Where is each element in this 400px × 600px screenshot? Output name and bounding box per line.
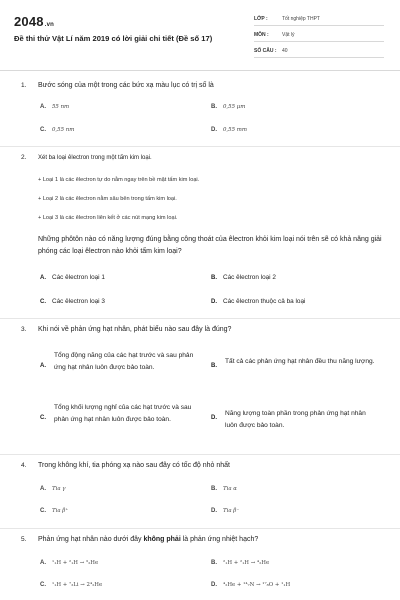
meta-row-subject bbox=[254, 29, 384, 42]
option-a[interactable] bbox=[40, 104, 69, 110]
option-a[interactable] bbox=[40, 350, 210, 388]
question-divider bbox=[0, 454, 400, 455]
logo-main: 2048 bbox=[14, 14, 44, 29]
option-letter: A. bbox=[40, 275, 46, 281]
option-d[interactable] bbox=[211, 298, 305, 305]
meta-value: Tốt nghiệp THPT bbox=[282, 16, 320, 22]
question-stem bbox=[21, 82, 214, 89]
option-letter: B. bbox=[211, 275, 217, 281]
option-letter: D. bbox=[211, 415, 217, 421]
option-text: Tia β⁻ bbox=[223, 508, 240, 514]
question-text-before: Phản ứng hạt nhân nào dưới đây bbox=[38, 536, 144, 543]
option-text: ⁴₂He + ¹⁴₇N → ¹⁷₈O + ¹₁H bbox=[223, 582, 291, 588]
option-letter: A. bbox=[40, 363, 46, 369]
option-c[interactable] bbox=[40, 298, 105, 305]
option-d[interactable] bbox=[211, 582, 290, 588]
option-letter: C. bbox=[40, 299, 46, 305]
option-c[interactable] bbox=[40, 402, 210, 440]
option-b[interactable] bbox=[211, 356, 381, 386]
question-divider bbox=[0, 318, 400, 319]
option-text: Năng lượng toàn phần trong phản ứng hạt nhân luôn được bảo toàn. bbox=[225, 410, 366, 429]
option-text: Tổng động năng của các hạt trước và sau phản ứng hạt nhân luôn được bảo toàn. bbox=[54, 352, 194, 371]
meta-value: 40 bbox=[282, 48, 288, 54]
option-text: ²₁H + ²₁H → ⁴₂He bbox=[223, 560, 270, 566]
meta-key: LỚP : bbox=[254, 16, 268, 22]
stem-paragraph: Những phôtôn nào có năng lượng đúng bằng công thoát của êlectron khỏi kim loại nói trên sẽ có khả năng giải phóng các loại êlectron nào khỏi tấm kim loại? bbox=[38, 236, 382, 255]
option-letter: B. bbox=[211, 486, 217, 492]
option-text: Tổng khối lượng nghỉ của các hạt trước và sau phản ứng hạt nhân luôn được bảo toàn. bbox=[54, 404, 192, 423]
option-b[interactable] bbox=[211, 486, 237, 492]
meta-row-count bbox=[254, 45, 384, 58]
option-text: ¹₁H + ⁷₃Li → 2⁴₂He bbox=[52, 582, 103, 588]
option-text: Các êlectron loại 3 bbox=[52, 298, 105, 305]
option-c[interactable] bbox=[40, 127, 74, 133]
option-a[interactable] bbox=[40, 274, 105, 281]
question-text-emphasis: không phải bbox=[143, 536, 181, 543]
question-stem bbox=[21, 326, 231, 333]
option-d[interactable] bbox=[211, 127, 247, 133]
option-text: ¹₁H + ²₁H → ³₂He bbox=[52, 560, 99, 566]
site-logo[interactable] bbox=[14, 14, 54, 29]
option-letter: B. bbox=[211, 560, 217, 566]
option-a[interactable] bbox=[40, 560, 98, 566]
option-letter: A. bbox=[40, 560, 46, 566]
exam-meta bbox=[254, 13, 384, 61]
option-letter: C. bbox=[40, 415, 46, 421]
option-a[interactable] bbox=[40, 486, 65, 492]
option-text: 55 nm bbox=[52, 104, 70, 110]
header-divider bbox=[0, 70, 400, 71]
question-divider bbox=[0, 528, 400, 529]
meta-key: SỐ CÂU : bbox=[254, 48, 277, 54]
header bbox=[0, 0, 400, 68]
question-stem bbox=[21, 154, 152, 161]
option-text: Tia γ bbox=[52, 486, 66, 492]
option-c[interactable] bbox=[40, 508, 68, 514]
option-b[interactable] bbox=[211, 274, 276, 281]
question-text: Khi nói về phản ứng hạt nhân, phát biểu nào sau đây là đúng? bbox=[38, 326, 232, 333]
stem-line-1: + Loại 1 là các êlectron tự do nằm ngay trên bề mặt tấm kim loại. bbox=[38, 177, 200, 183]
option-text: 0,55 µm bbox=[223, 104, 246, 110]
meta-key: MÔN : bbox=[254, 32, 269, 38]
logo-tld: .vn bbox=[44, 22, 55, 28]
question-text: Bước sóng của một trong các bức xạ màu lục có trị số là bbox=[38, 82, 214, 89]
option-text: Các êlectron loại 2 bbox=[223, 274, 276, 281]
option-text: Tia β⁺ bbox=[52, 508, 69, 514]
option-text: Các êlectron loại 1 bbox=[52, 274, 105, 281]
question-divider bbox=[0, 146, 400, 147]
question-number: 2. bbox=[21, 154, 27, 161]
option-text: Các êlectron thuộc cả ba loại bbox=[223, 298, 306, 305]
option-b[interactable] bbox=[211, 104, 245, 110]
option-letter: C. bbox=[40, 127, 46, 133]
option-letter: D. bbox=[211, 299, 217, 305]
option-letter: D. bbox=[211, 127, 217, 133]
option-letter: C. bbox=[40, 508, 46, 514]
option-letter: B. bbox=[211, 363, 217, 369]
option-text: 0,55 mm bbox=[223, 127, 247, 133]
option-text: 0,55 nm bbox=[52, 127, 75, 133]
stem-line-3: + Loại 3 là các êlectron liên kết ở các nút mạng kim loại. bbox=[38, 215, 178, 221]
meta-row-class bbox=[254, 13, 384, 26]
option-letter: B. bbox=[211, 104, 217, 110]
option-b[interactable] bbox=[211, 560, 269, 566]
question-number: 4. bbox=[21, 462, 27, 469]
meta-value: Vật lý bbox=[282, 32, 295, 38]
option-d[interactable] bbox=[211, 408, 381, 438]
question-text: Trong không khí, tia phóng xạ nào sau đây có tốc độ nhỏ nhất bbox=[38, 462, 230, 469]
question-stem bbox=[21, 462, 230, 469]
option-letter: C. bbox=[40, 582, 46, 588]
question-text: Xét ba loại êlectron trong một tấm kim loại. bbox=[38, 155, 152, 161]
option-letter: A. bbox=[40, 486, 46, 492]
stem-line-2: + Loại 2 là các êlectron nằm sâu bên trong tấm kim loại. bbox=[38, 196, 177, 202]
option-text: Tất cả các phản ứng hạt nhân đều thu năng lượng. bbox=[225, 358, 375, 365]
option-d[interactable] bbox=[211, 508, 239, 514]
question-text-after: là phản ứng nhiệt hạch? bbox=[180, 536, 259, 543]
document-title: Đề thi thử Vật Lí năm 2019 có lời giải chi tiết (Đề số 17) bbox=[14, 34, 213, 43]
option-c[interactable] bbox=[40, 582, 102, 588]
option-letter: D. bbox=[211, 508, 217, 514]
question-number: 1. bbox=[21, 82, 27, 89]
question-number: 3. bbox=[21, 326, 27, 333]
option-letter: A. bbox=[40, 104, 46, 110]
question-stem bbox=[21, 536, 258, 543]
option-text: Tia α bbox=[223, 486, 237, 492]
option-letter: D. bbox=[211, 582, 217, 588]
question-number: 5. bbox=[21, 536, 27, 543]
